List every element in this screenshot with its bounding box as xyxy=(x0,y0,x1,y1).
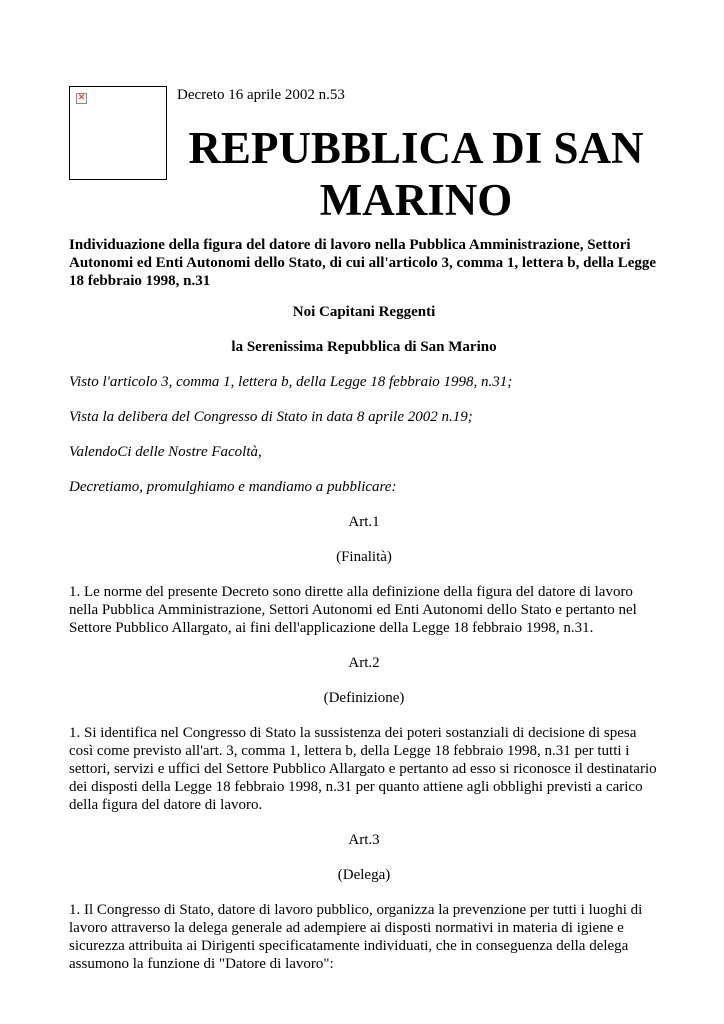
vista-clause: Vista la delibera del Congresso di Stato in data 8 aprile 2002 n.19; xyxy=(69,409,473,425)
article-3-text: 1. Il Congresso di Stato, datore di lavoro pubblico, organizza la prevenzione per tutti i luoghi di lavoro attraverso la delega generale ad adempiere ai disposti normativi in materia di igiene e sicurezza attribuita ai Dirigenti specificatamente individuati, che in conseguenza della delega assumono la funzione di "Datore di lavoro": xyxy=(69,902,643,972)
decree-subject: Individuazione della figura del datore di lavoro nella Pubblica Amministrazione, Settori Autonomi ed Enti Autonomi dello Stato, di cui all'articolo 3, comma 1, lettera b, della Legge 18 febbraio 1998, n.31 xyxy=(69,237,657,289)
valendoci-clause: ValendoCi delle Nostre Facoltà, xyxy=(69,444,262,460)
article-1-number: Art.1 xyxy=(348,514,380,530)
article-3-number: Art.3 xyxy=(348,832,380,848)
title-line-2: MARINO xyxy=(319,175,513,225)
title-line-1: REPUBBLICA DI SAN xyxy=(188,123,644,173)
broken-image-placeholder xyxy=(69,86,167,180)
article-1-text: 1. Le norme del presente Decreto sono dirette alla definizione della figura del datore di lavoro nella Pubblica Amministrazione, Settori Autonomi ed Enti Autonomi dello Stato e pertanto nel Settore Pubblico Allargato, ai fini dell'applicazione della Legge 18 febbraio 1998, n.31. xyxy=(69,584,637,636)
article-2-number: Art.2 xyxy=(348,655,380,671)
page-title xyxy=(172,122,660,226)
decretiamo-clause: Decretiamo, promulghiamo e mandiamo a pubblicare: xyxy=(69,479,397,495)
article-3-heading: (Delega) xyxy=(337,867,391,883)
decree-reference: Decreto 16 aprile 2002 n.53 xyxy=(177,87,345,103)
decree-body xyxy=(69,303,659,990)
regents-line: Noi Capitani Reggenti xyxy=(292,304,436,320)
article-2-text: 1. Si identifica nel Congresso di Stato la sussistenza dei poteri sostanziali di decisione di spesa così come previsto all'art. 3, comma 1, lettera b, della Legge 18 febbraio 1998, n.31 per tutti i settori, servizi e uffici del Settore Pubblico Allargato e pertanto ad esso si riconosce il destinatario dei disposti della Legge 18 febbraio 1998, n.31 per quanto attiene agli obblighi previsti a carico della figura del datore di lavoro. xyxy=(69,725,657,813)
republic-line: la Serenissima Repubblica di San Marino xyxy=(231,339,497,355)
article-2-heading: (Definizione) xyxy=(323,690,405,706)
article-1-heading: (Finalità) xyxy=(336,549,392,565)
visto-clause: Visto l'articolo 3, comma 1, lettera b, della Legge 18 febbraio 1998, n.31; xyxy=(69,374,513,390)
broken-image-icon: ✕ xyxy=(77,93,86,103)
